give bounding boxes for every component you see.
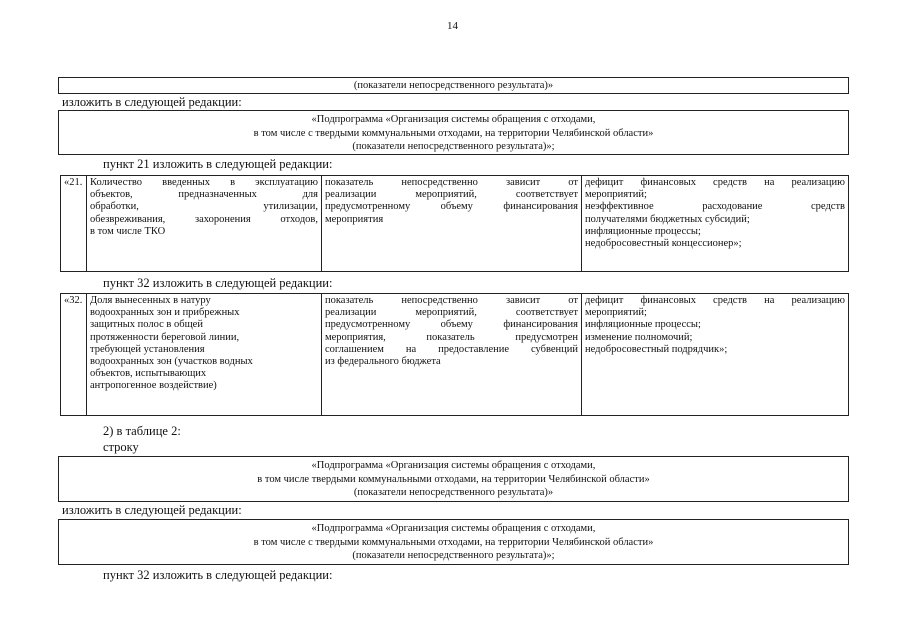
- instruction-point-21: пункт 21 изложить в следующей редакции:: [103, 157, 333, 171]
- subprogram-title-line-2: в том числе с твердыми коммунальными отходами, на территории Челябинской области»: [253, 127, 654, 139]
- text-line: инфляционные процессы;: [585, 319, 701, 331]
- text-line: соглашением на предоставление субвенций: [325, 343, 578, 355]
- text-line: защитных полос в общей: [90, 319, 203, 331]
- text-line: инфляционные процессы;: [585, 225, 701, 237]
- text-line: антропогенное воздействие): [90, 380, 217, 392]
- text-line: водоохранных зон (участков водных: [90, 356, 253, 368]
- subprogram-title-line-3: (показатели непосредственного результата)»: [353, 487, 554, 498]
- row-number: «21.: [61, 176, 87, 272]
- text-line: объектов, предназначенных для: [90, 189, 318, 201]
- text-line: недобросовестный концессионер»;: [585, 238, 742, 250]
- text-line: показатель непосредственно зависит от: [325, 177, 578, 188]
- text-line: мероприятий;: [585, 307, 647, 319]
- text-line: протяженности береговой линии,: [90, 331, 240, 343]
- new-subprogram-box: [58, 519, 849, 565]
- subprogram-title-line-3: (показатели непосредственного результата)»;: [352, 141, 555, 152]
- row-number: «32.: [61, 294, 87, 416]
- text-line: неэффективное расходование средств: [585, 201, 845, 213]
- text-line: предусмотренному объему финансирования: [325, 319, 578, 331]
- text-line: мероприятий;: [585, 189, 647, 201]
- subprogram-title-line-3: (показатели непосредственного результата)»;: [352, 550, 555, 561]
- row-word: строку: [103, 440, 139, 454]
- quoted-row-text: (показатели непосредственного результата)»: [353, 80, 554, 91]
- table-2-subheading: 2) в таблице 2:: [103, 424, 181, 438]
- indicator-name-cell: [87, 176, 322, 272]
- text-line: Доля вынесенных в натуру: [90, 295, 211, 306]
- point-32-table: [60, 293, 849, 416]
- text-line: обезвреживания, захоронения отходов,: [90, 213, 318, 225]
- text-line: показатель непосредственно зависит от: [325, 295, 578, 306]
- instruction-point-32: пункт 32 изложить в следующей редакции:: [103, 568, 333, 582]
- indicator-name-cell: [87, 294, 322, 416]
- text-line: реализации мероприятий, соответствует: [325, 307, 578, 319]
- new-subprogram-box: [58, 110, 849, 155]
- instruction-point-32: пункт 32 изложить в следующей редакции:: [103, 276, 333, 290]
- subprogram-title-line-2: в том числе твердыми коммунальными отходами, на территории Челябинской области»: [257, 473, 650, 485]
- text-line: реализации мероприятий, соответствует: [325, 189, 578, 201]
- page-number: 14: [447, 20, 458, 32]
- table-row: [61, 294, 849, 416]
- subprogram-title-line-1: «Подпрограмма «Организация системы обращения с отходами,: [311, 523, 596, 534]
- text-line: требующей установления: [90, 343, 205, 355]
- text-line: обработки, утилизации,: [90, 201, 318, 213]
- text-line: водоохранных зон и прибрежных: [90, 307, 240, 319]
- text-line: объектов, испытывающих: [90, 368, 207, 380]
- risk-factors-cell: [582, 294, 849, 416]
- text-line: получателями бюджетных субсидий;: [585, 213, 750, 225]
- dependency-cell: [322, 294, 582, 416]
- instruction-text: изложить в следующей редакции:: [62, 95, 242, 109]
- text-line: дефицит финансовых средств на реализацию: [585, 177, 845, 188]
- text-line: предусмотренному объему финансирования: [325, 201, 578, 213]
- quoted-row-fragment: [58, 77, 849, 94]
- text-line: Количество введенных в эксплуатацию: [90, 177, 318, 188]
- subprogram-title-line-1: «Подпрограмма «Организация системы обращения с отходами,: [311, 114, 596, 125]
- old-subprogram-box: [58, 456, 849, 502]
- instruction-text: изложить в следующей редакции:: [62, 503, 242, 517]
- text-line: недобросовестный подрядчик»;: [585, 343, 728, 355]
- risk-factors-cell: [582, 176, 849, 272]
- text-line: мероприятия, показатель предусмотрен: [325, 331, 578, 343]
- text-line: дефицит финансовых средств на реализацию: [585, 295, 845, 306]
- table-row: [61, 176, 849, 272]
- subprogram-title-line-2: в том числе с твердыми коммунальными отходами, на территории Челябинской области»: [253, 536, 654, 548]
- text-line: из федерального бюджета: [325, 356, 441, 368]
- text-line: в том числе ТКО: [90, 225, 166, 237]
- dependency-cell: [322, 176, 582, 272]
- point-21-table: [60, 175, 849, 272]
- text-line: мероприятия: [325, 213, 384, 225]
- text-line: изменение полномочий;: [585, 331, 693, 343]
- subprogram-title-line-1: «Подпрограмма «Организация системы обращения с отходами,: [311, 460, 596, 471]
